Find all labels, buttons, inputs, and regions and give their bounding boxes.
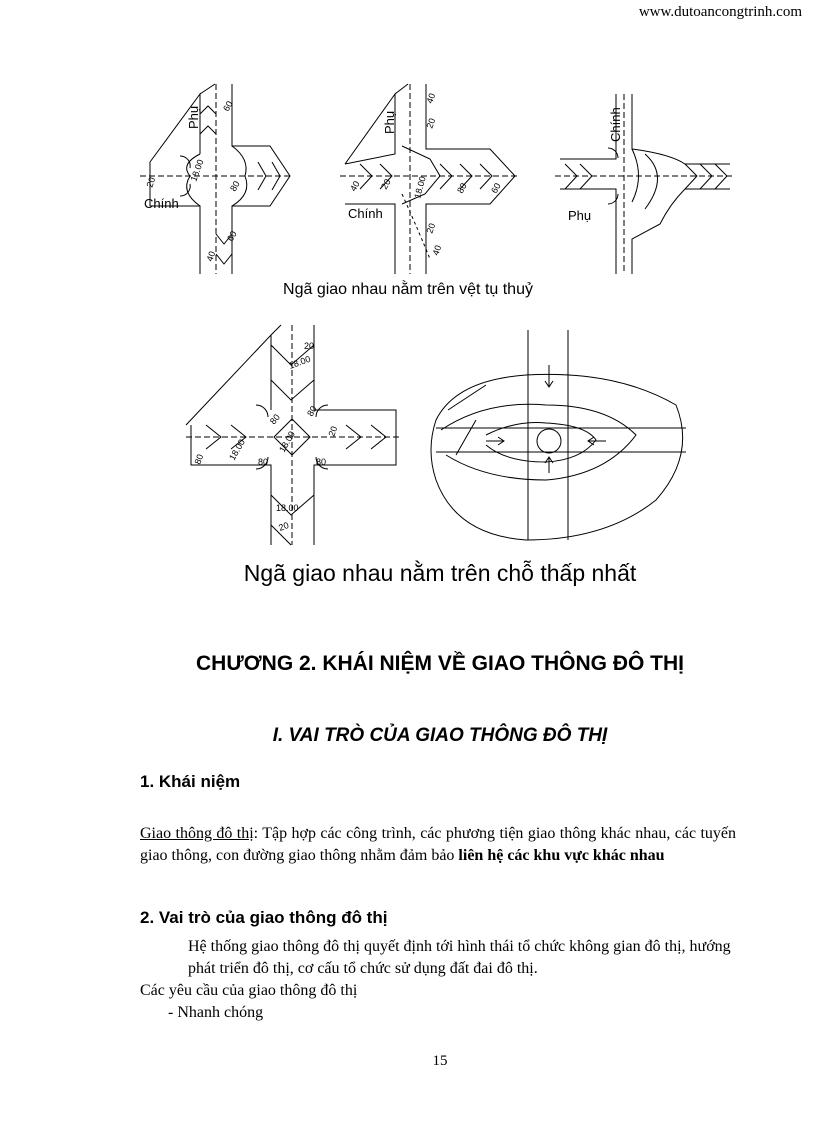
dim-label: 40 [424,91,438,105]
intersection-roundabout [431,330,686,540]
requirements-intro: Các yêu cầu của giao thông đô thị [140,982,358,999]
heading-concept: 1. Khái niệm [140,772,241,791]
dim-label: 80 [316,457,327,467]
dim-label: 80 [258,457,269,467]
label-phu: Phụ [568,208,592,223]
term-underlined: Giao thông đô thị [140,825,254,842]
intersection-diagram-top [140,84,740,274]
chapter-title: CHƯƠNG 2. KHÁI NIỆM VỀ GIAO THÔNG ĐÔ THỊ [195,652,685,675]
dim-label: 20 [379,177,393,191]
section-title: I. VAI TRÒ CỦA GIAO THÔNG ĐÔ THỊ [272,725,608,746]
dim-label: 18.00 [276,503,299,513]
paragraph-definition [140,823,736,867]
requirement-item: - Nhanh chóng [168,1004,264,1021]
dim-label: 80 [305,404,319,418]
dim-label: 20 [277,520,291,533]
dim-label: 18.00 [277,429,297,454]
heading-role: 2. Vai trò của giao thông đô thị [140,908,388,927]
dim-label: 80 [455,181,469,195]
dim-label: 40 [204,249,218,263]
website-header: www.dutoancongtrinh.com [638,4,802,20]
figure-caption-bottom: Ngã giao nhau nằm trên chỗ thấp nhất [243,560,637,586]
dim-label: 20 [424,116,438,130]
dim-label: 40 [430,243,444,257]
intersection-middle [340,84,520,274]
intersection-four-way [186,325,401,545]
role-text: Hệ thống giao thông đô thị quyết định tới hình thái tổ chức không gian đô thị, hướng phát triển đô thị, cơ cấu tổ chức sử dụng đất đai đô thị. [188,938,731,977]
label-phu: Phụ [186,105,201,129]
label-chinh: Chính [144,196,179,211]
dim-label: 60 [225,229,239,243]
page-number: 15 [432,1053,448,1069]
dim-label: 18.00 [188,158,206,183]
paragraph-role [140,936,736,1024]
definition-text: : Tập hợp các công trình, các phương tiện giao thông khác nhau, các tuyến giao thông, con đường giao thông nhằm đảm bảo [140,825,737,864]
dim-label: 18.00 [287,353,312,371]
dim-label: 60 [489,181,503,195]
intersection-left [140,84,290,274]
dim-label: 20 [326,424,340,438]
definition-bold: liên hệ các khu vực khác nhau [458,847,665,864]
dim-label: 40 [348,179,362,193]
dim-label: 80 [192,452,206,466]
label-phu: Phụ [382,110,397,134]
figure-caption-top: Ngã giao nhau nằm trên vệt tụ thuỷ [283,281,533,298]
dim-label: 20 [304,341,315,351]
label-chinh: Chính [608,107,623,142]
intersection-diagram-bottom [186,325,696,545]
dim-label: 80 [228,179,242,193]
dim-label: 60 [221,99,235,113]
dim-label: 20 [424,221,438,235]
label-chinh: Chính [348,206,383,221]
dim-label: 18.00 [227,437,247,462]
dim-label: 20 [144,175,158,189]
dim-label: 18.00 [412,175,428,200]
intersection-right [555,94,735,274]
dim-label: 80 [267,412,282,427]
